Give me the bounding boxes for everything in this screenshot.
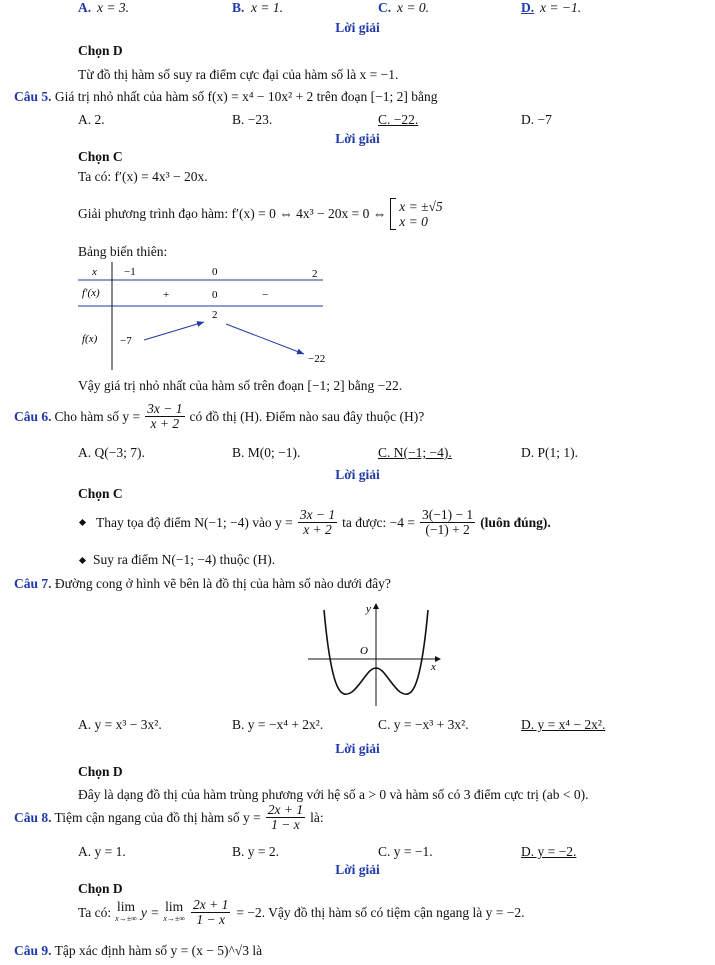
solution-heading: Lời giải [335,862,380,877]
solution-heading: Lời giải [335,467,380,482]
q8-fraction [266,803,305,832]
bullet-icon [79,519,86,526]
question-9 [14,943,262,959]
q5-root-1: x = ±√5 [399,199,443,214]
option-a-label: A. [78,0,92,15]
q6-option-d: D. P(1; 1). [521,445,578,460]
q8-lim-1-text: lim [116,898,135,914]
q8-sol-den: 1 − x [196,912,225,927]
q8-lim-2-text: lim [165,898,184,914]
question-6-text-pre: Cho hàm số y = [54,408,141,424]
q6-option-a: A. Q(−3; 7). [78,445,145,460]
q4-explanation: Từ đồ thị hàm số suy ra điểm cực đại của hàm số là x = −1. [78,67,399,82]
q6-bullet-1-calc [420,508,475,537]
q6-bullet-1-post: (luôn đúng). [480,514,551,530]
q5-table-label: Bảng biến thiên: [78,244,168,259]
variation-table [78,262,328,370]
question-8-text-post: là: [310,809,324,825]
table-sign-zero: 0 [212,289,218,301]
q7-option-d: D. y = x⁴ − 2x². [521,717,606,732]
q8-option-c: C. y = −1. [378,844,433,859]
question-6 [14,402,424,431]
q8-lim-y: y = [140,904,160,920]
q6-fraction [145,402,184,431]
q5-root-2: x = 0 [399,214,428,229]
option-b-value: x = 1. [251,0,283,15]
option-d-value: x = −1. [540,0,582,15]
table-f-label: f(x) [82,333,98,345]
bracket [390,198,396,230]
q5-derivative: Ta có: f′(x) = 4x³ − 20x. [78,169,208,184]
q6-bullet-1-pre: Thay tọa độ điểm N(−1; −4) vào y = [96,514,293,530]
q7-option-c: C. y = −x³ + 3x². [378,717,469,732]
q8-fraction-den: 1 − x [271,817,300,832]
q7-option-a: A. y = x³ − 3x². [78,717,162,732]
graph-y-label: y [366,603,371,615]
q5-option-d: D. −7 [521,112,552,127]
graph-origin-label: O [360,645,368,657]
option-d-label: D. [521,0,535,15]
q8-option-a: A. y = 1. [78,844,126,859]
table-x-label: x [92,266,97,278]
q8-option-b: B. y = 2. [232,844,279,859]
q8-option-d: D. y = −2. [521,844,577,859]
question-5-label: Câu 5. [14,89,52,104]
q6-fraction-num: 3x − 1 [147,401,183,416]
solution-heading: Lời giải [335,131,380,146]
option-c-label: C. [378,0,392,15]
q6-option-c: C. N(−1; −4). [378,445,452,460]
question-8-label: Câu 8. [14,809,52,825]
q6-bullet-2-text: Suy ra điểm N(−1; −4) thuộc (H). [93,552,276,567]
q8-answer: Chọn D [78,881,123,896]
question-5-text: Giá trị nhỏ nhất của hàm số f(x) = x⁴ − 10x² + 2 trên đoạn [−1; 2] bằng [54,89,438,104]
question-9-text: Tập xác định hàm số y = (x − 5)^√3 là [54,943,263,958]
q6-b1-calc-num: 3(−1) − 1 [421,507,474,522]
graph-x-label: x [431,661,436,673]
table-f-1: −7 [120,335,132,347]
q6-answer: Chọn C [78,486,123,501]
q6-option-b: B. M(0; −1). [232,445,301,460]
table-sign-plus: + [163,289,170,301]
q8-lim-result: = −2. Vậy đồ thị hàm số có tiệm cận ngang là y = −2. [236,904,525,920]
q5-equation-text: Giải phương trình đạo hàm: f′(x) = 0 ⇔ 4x³ − 20x = 0 ⇔ [78,206,387,221]
table-x-1: −1 [124,266,136,278]
question-7-label: Câu 7. [14,576,52,591]
decrease-arrow [226,324,304,354]
q6-fraction-den: x + 2 [150,416,180,431]
question-8 [14,803,324,832]
q7-answer: Chọn D [78,764,123,779]
q8-limit-1 [115,898,137,925]
table-sign-minus: − [262,289,269,301]
q6-b1-num: 3x − 1 [299,507,336,522]
q6-bullet-1-fraction [298,508,337,537]
q6-bullet-1-mid: ta được: −4 = [342,514,415,530]
q5-option-b: B. −23. [232,112,273,127]
q5-roots-system [390,198,442,230]
q8-limit-2 [163,898,185,925]
option-b-label: B. [232,0,245,15]
q8-ta-co: Ta có: [78,904,112,920]
quartic-graph [300,598,450,710]
q5-conclusion: Vậy giá trị nhỏ nhất của hàm số trên đoạn [−1; 2] bằng −22. [78,378,403,393]
q4-answer: Chọn D [78,43,123,58]
question-7 [14,576,391,592]
q8-solution [78,898,524,927]
q8-fraction-num: 2x + 1 [267,802,304,817]
q8-sol-num: 2x + 1 [192,897,229,912]
q5-answer: Chọn C [78,149,123,164]
table-fprime-label: f′(x) [82,287,100,299]
table-f-3: −22 [308,353,326,365]
bullet-icon [79,556,86,563]
table-x-2: 0 [212,266,218,278]
solution-heading: Lời giải [335,20,380,35]
solution-heading: Lời giải [335,741,380,756]
increase-arrow [144,322,204,340]
q5-option-c: C. −22. [378,112,419,127]
table-x-3: 2 [312,268,318,280]
question-6-label: Câu 6. [14,408,52,424]
option-a-value: x = 3. [97,0,129,15]
q7-option-b: B. y = −x⁴ + 2x². [232,717,324,732]
q6-bullet-2 [80,552,275,568]
question-5 [14,89,438,105]
option-c-value: x = 0. [397,0,429,15]
question-9-label: Câu 9. [14,943,52,958]
q8-solution-fraction [191,898,230,927]
q6-b1-calc-den: (−1) + 2 [425,522,470,537]
q8-lim-2-sub: x→±∞ [163,913,185,923]
q7-explanation: Đây là dạng đồ thị của hàm trùng phương với hệ số a > 0 và hàm số có 3 điểm cực trị (ab < 0). [78,787,589,802]
q5-option-a: A. 2. [78,112,105,127]
question-7-text: Đường cong ở hình vẽ bên là đồ thị của hàm số nào dưới đây? [54,576,391,591]
q5-equation [78,198,443,230]
q6-bullet-1 [80,508,551,537]
q6-b1-den: x + 2 [303,522,332,537]
table-f-2: 2 [212,309,218,321]
question-6-text-post: có đồ thị (H). Điểm nào sau đây thuộc (H)? [189,408,425,424]
q8-lim-1-sub: x→±∞ [115,913,137,923]
question-8-text-pre: Tiệm cận ngang của đồ thị hàm số y = [54,809,261,825]
